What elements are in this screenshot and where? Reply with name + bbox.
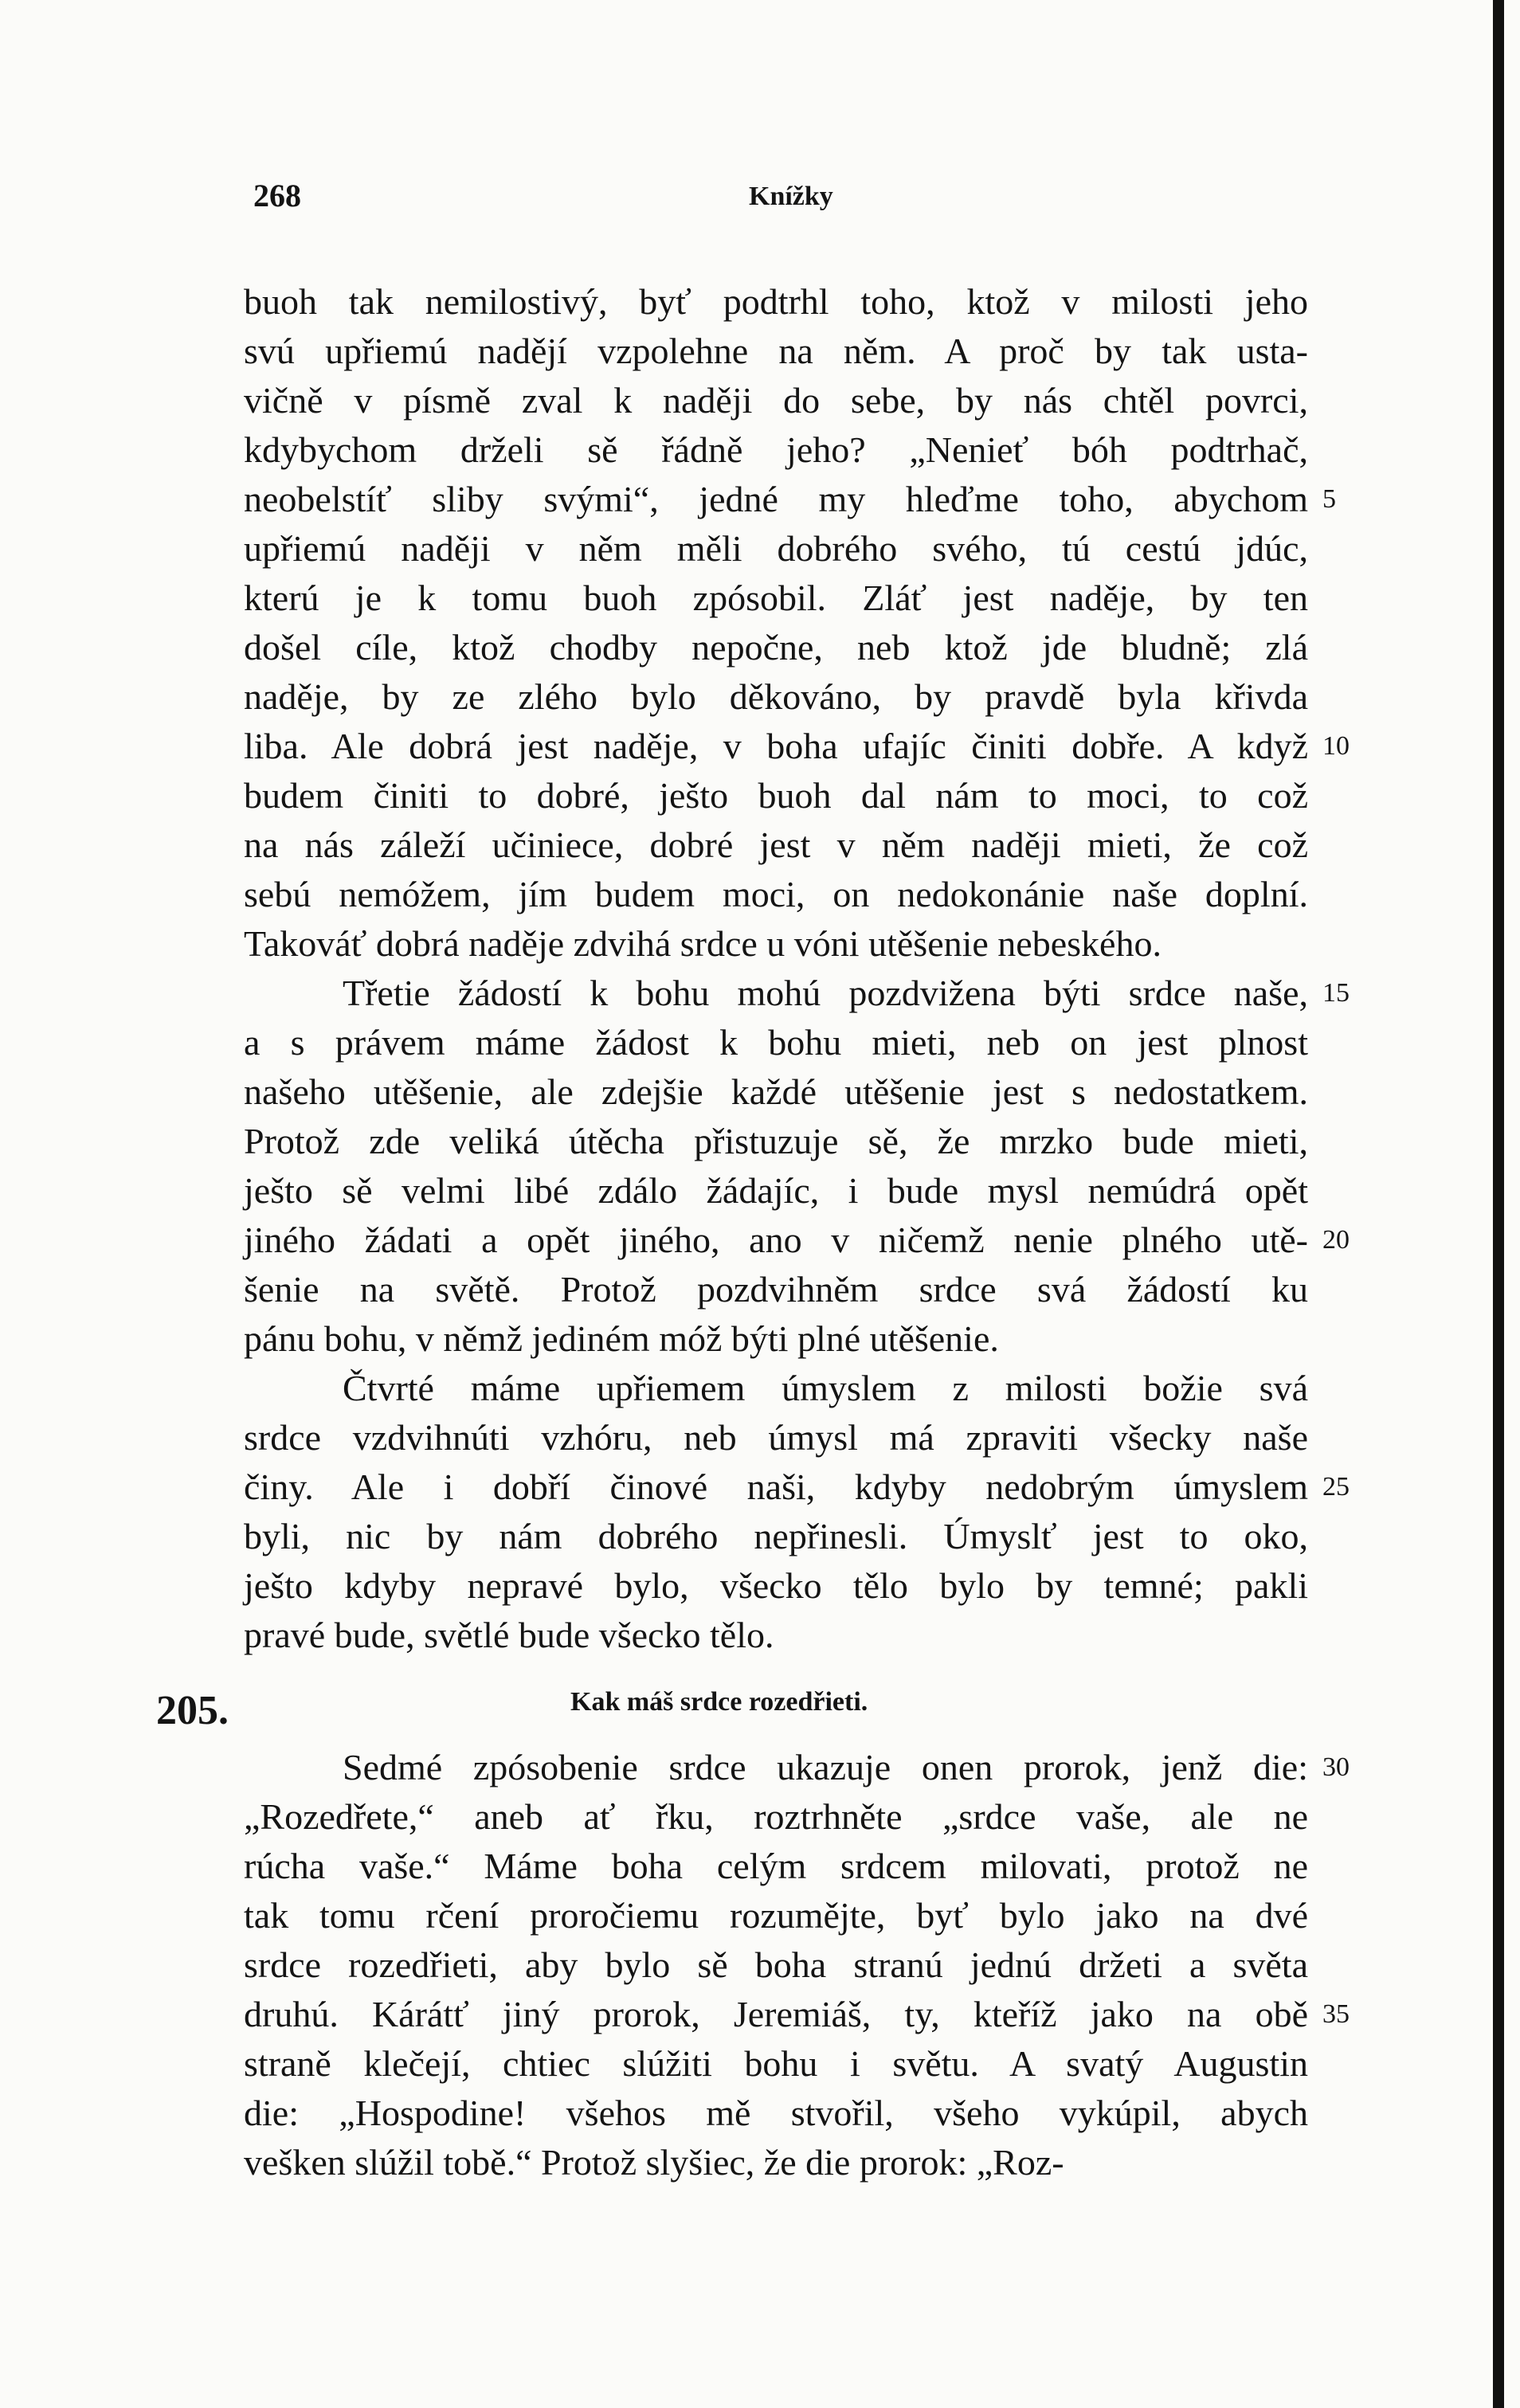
- text-line: budem činiti to dobré, ještο buoh dal nám to moci, to což: [244, 775, 1308, 816]
- line-number: 20: [1322, 1225, 1350, 1255]
- text-line: a s právem máme žádost k bohu mieti, neb on jest plnost: [244, 1022, 1308, 1063]
- text-line: vičně v písmě zval k naději do sebe, by nás chtěl povrci,: [244, 380, 1308, 421]
- line-number: 35: [1322, 1999, 1350, 2029]
- line-number: 30: [1322, 1752, 1350, 1782]
- section-title: Kak máš srdce rozedřieti.: [570, 1687, 868, 1717]
- page-number: 268: [253, 178, 301, 213]
- text-line: vešken slúžil tobě.“ Protož slyšiec, že die prorok: „Roz-: [244, 2142, 1064, 2183]
- text-line: sebú nemóžem, jím budem moci, on nedokonánie naše doplní.: [244, 874, 1308, 914]
- text-line: druhú. Kárátť jiný prorok, Jeremiáš, ty, kteříž jako na obě: [244, 1994, 1308, 2034]
- text-line: našeho utěšenie, ale zdejšie každé utěšenie jest s nedostatkem.: [244, 1071, 1308, 1112]
- text-line: straně klečejí, chtiec slúžiti bohu i světu. A svatý Augustin: [244, 2043, 1308, 2084]
- line-number: 25: [1322, 1472, 1350, 1502]
- text-line: srdce vzdvihnúti vzhóru, neb úmysl má zpraviti všecky naše: [244, 1417, 1308, 1458]
- text-line: na nás záleží učiniece, dobré jest v něm naději mieti, že což: [244, 824, 1308, 865]
- text-line: Protož zde veliká útěcha přistuzuje sě, že mrzko bude mieti,: [244, 1121, 1308, 1161]
- text-line: die: „Hospodine! všehos mě stvořil, všeho vykúpil, abych: [244, 2093, 1308, 2133]
- line-number: 10: [1322, 731, 1350, 761]
- text-line: pánu bohu, v němž jediném móž býti plné utěšenie.: [244, 1318, 999, 1359]
- text-line: byli, nic by nám dobrého nepřinesli. Úmyslť jest to oko,: [244, 1516, 1308, 1556]
- text-line: kdybychom drželi sě řádně jeho? „Nenieť bóh podtrhač,: [244, 429, 1308, 470]
- page-header: [0, 177, 1520, 225]
- text-line: svú upřiemú nadějí vzpolehne na něm. A proč by tak usta-: [244, 331, 1308, 371]
- text-line: naděje, by ze zlého bylo děkováno, by pravdě byla křivda: [244, 676, 1308, 717]
- text-line: kterú je k tomu buoh zpósobil. Zláť jest naděje, by ten: [244, 578, 1308, 618]
- text-line: rúcha vaše.“ Máme boha celým srdcem milovati, protož ne: [244, 1846, 1308, 1886]
- text-line: Takováť dobrá naděje zdvihá srdce u vóni utěšenie nebeského.: [244, 923, 1162, 964]
- text-line: činy. Ale i dobří činové naši, kdyby nedobrým úmyslem: [244, 1466, 1308, 1507]
- text-line: Třetie žádostí k bohu mohú pozdvižena býti srdce naše,: [343, 973, 1308, 1013]
- text-line: srdce rozedřieti, aby bylo sě boha stranú jednú držeti a světa: [244, 1944, 1308, 1985]
- section-number: 205.: [156, 1688, 229, 1733]
- text-line: Sedmé zpósobenie srdce ukazuje onen prorok, jenž die:: [343, 1747, 1308, 1787]
- text-line: Čtvrté máme upřiemem úmyslem z milosti božie svá: [343, 1368, 1308, 1408]
- running-title: Knížky: [749, 182, 833, 211]
- text-line: šenie na světě. Protož pozdvihněm srdce svá žádostí ku: [244, 1269, 1308, 1310]
- text-line: jiného žádati a opět jiného, ano v ničemž nenie plného utě-: [244, 1220, 1308, 1260]
- text-line: buoh tak nemilostivý, byť podtrhl toho, ktož v milosti jeho: [244, 281, 1308, 322]
- line-number: 5: [1322, 484, 1336, 514]
- line-number: 15: [1322, 978, 1350, 1008]
- text-line: liba. Ale dobrá jest naděje, v boha ufajíc činiti dobře. A když: [244, 726, 1308, 766]
- text-line: došel cíle, ktož chodby nepočne, neb ktož jde bludně; zlá: [244, 627, 1308, 668]
- text-line: tak tomu rčení proročiemu rozumějte, byť bylo jako na dvé: [244, 1895, 1308, 1936]
- text-line: ještο sě velmi libé zdálo žádajíc, i bude mysl nemúdrá opět: [244, 1170, 1308, 1211]
- text-line: neobelstíť sliby svými“, jedné my hleďme toho, abychom: [244, 479, 1308, 519]
- text-line: ještο kdyby nepravé bylo, všecko tělo bylo by temné; pakli: [244, 1565, 1308, 1606]
- text-line: pravé bude, světlé bude všecko tělo.: [244, 1615, 774, 1655]
- text-line: upřiemú naději v něm měli dobrého svého, tú cestú jdúc,: [244, 528, 1308, 569]
- text-line: „Rozedřete,“ aneb ať řku, roztrhněte „srdce vaše, ale ne: [244, 1796, 1308, 1837]
